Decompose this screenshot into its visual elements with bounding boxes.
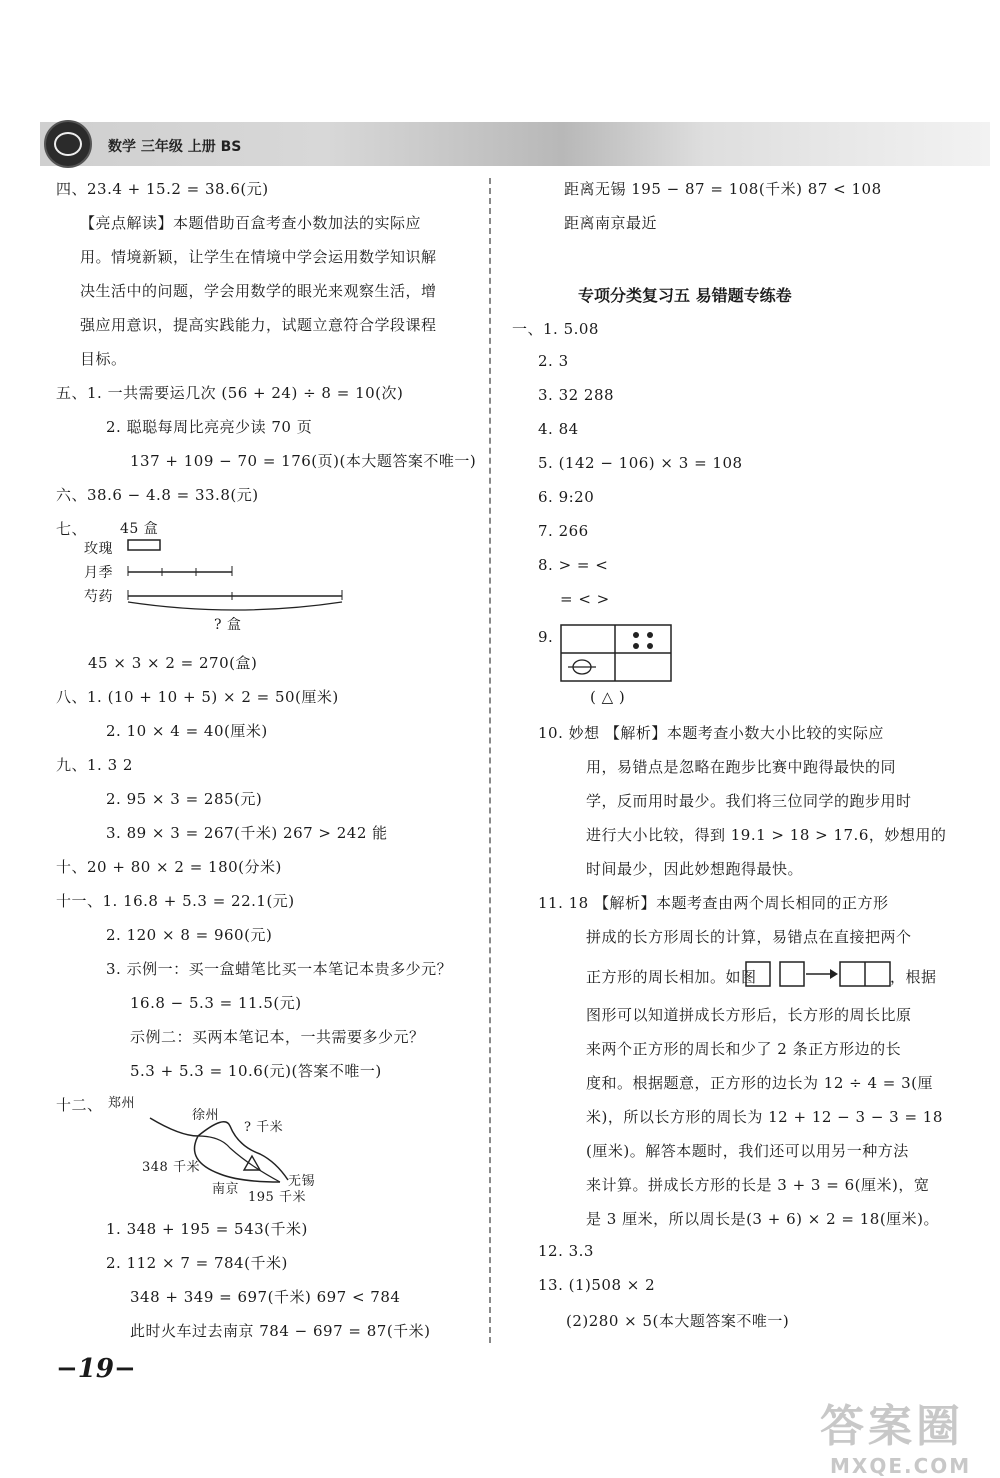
answer-5-2: 2. 聪聪每周比亮亮少读 70 页	[106, 418, 313, 436]
answer-5-2-calc: 137 + 109 − 70 = 176(页)(本大题答案不唯一)	[130, 452, 477, 470]
ex-11-line: 图形可以知道拼成长方形后，长方形的周长比原	[586, 1006, 912, 1024]
ex-1-8: 8. > = <	[538, 556, 609, 574]
page-number: −19−	[56, 1354, 136, 1384]
ex-10-line: 时间最少，因此妙想跑得最快。	[586, 860, 804, 878]
ex-11-line: 度和。根据题意，正方形的边长为 12 ÷ 4 = 3(厘	[586, 1074, 934, 1092]
ex-1-3: 3. 32 288	[538, 386, 615, 404]
answer-5-1: 五、1. 一共需要运几次 (56 + 24) ÷ 8 = 10(次)	[56, 384, 404, 402]
highlight-note-line: 目标。	[80, 350, 127, 368]
watermark-logo-text: 答案圈	[820, 1401, 964, 1452]
ex-11-line: 11. 18 【解析】本题考查由两个周长相同的正方形	[538, 894, 889, 912]
answer-9-1: 九、1. 3 2	[56, 756, 133, 774]
answer-11-3: 3. 示例一：买一盒蜡笔比买一本笔记本贵多少元？	[106, 960, 453, 978]
map-label-nanjing: 南京	[212, 1182, 240, 1197]
watermark	[820, 1390, 971, 1478]
ex-1-6: 6. 9:20	[538, 488, 595, 506]
answer-8-2: 2. 10 × 4 = 40(厘米)	[106, 722, 268, 740]
ex-11-line: 正方形的周长相加。如图	[586, 968, 757, 986]
ex-1-5: 5. (142 − 106) × 3 = 108	[538, 454, 743, 472]
diagram-peony-label: 芍药	[84, 589, 113, 605]
logo-emblem-icon	[54, 132, 82, 156]
answer-12-2-result: 此时火车过去南京 784 − 697 = 87(千米)	[130, 1322, 431, 1340]
map-label-unknown-distance: ? 千米	[244, 1120, 284, 1135]
dice-grid-figure	[560, 624, 672, 684]
answer-8-1: 八、1. (10 + 10 + 5) × 2 = 50(厘米)	[56, 688, 339, 706]
diagram-question-label: ? 盒	[214, 617, 242, 633]
map-label-wuxi: 无锡	[288, 1174, 316, 1189]
section-title: 专项分类复习五 易错题专练卷	[578, 286, 792, 305]
ex-11-line: 米)，所以长方形的周长为 12 + 12 − 3 − 3 = 18	[586, 1108, 943, 1126]
answer-7-calc: 45 × 3 × 2 = 270(盒)	[88, 654, 258, 672]
answer-12-label: 十二、	[56, 1096, 103, 1114]
diagram-rose-label: 玫瑰	[84, 541, 113, 557]
map-label-zhengzhou: 郑州	[108, 1096, 136, 1111]
ex-1-7: 7. 266	[538, 522, 589, 540]
answer-11-1: 十一、1. 16.8 + 5.3 = 22.1(元)	[56, 892, 295, 910]
ex-10-line: 10. 妙想 【解析】本题考查小数大小比较的实际应	[538, 724, 884, 742]
highlight-note-line: 强应用意识，提高实践能力，试题立意符合学段课程	[80, 316, 437, 334]
ex-11-line: 来计算。拼成长方形的长是 3 + 3 = 6(厘米)，宽	[586, 1176, 930, 1194]
answer-12-2: 2. 112 × 7 = 784(千米)	[106, 1254, 288, 1272]
header-title: 数学 三年级 上册 BS	[108, 139, 242, 155]
ex-1-4: 4. 84	[538, 420, 579, 438]
answer-11-3-example2: 示例二：买两本笔记本，一共需要多少元？	[130, 1028, 425, 1046]
ex-1-2: 2. 3	[538, 352, 569, 370]
map-label-348km: 348 千米	[142, 1160, 200, 1175]
column-divider	[489, 178, 491, 1343]
squares-to-rectangle-figure	[744, 958, 894, 992]
ex-11-line-end: ，根据	[890, 968, 937, 986]
map-label-xuzhou: 徐州	[192, 1108, 220, 1123]
ex-1-9: 9.	[538, 628, 554, 646]
answer-12-1: 1. 348 + 195 = 543(千米)	[106, 1220, 308, 1238]
closest-nanjing: 距离南京最近	[564, 214, 658, 232]
answer-12-2-calc: 348 + 349 = 697(千米) 697 < 784	[130, 1288, 401, 1306]
ex-1-9-answer: ( △ )	[590, 688, 626, 706]
answer-11-3-calc1: 16.8 − 5.3 = 11.5(元)	[130, 994, 302, 1012]
answer-11-2: 2. 120 × 8 = 960(元)	[106, 926, 273, 944]
answer-11-3-calc2: 5.3 + 5.3 = 10.6(元)(答案不唯一)	[130, 1062, 382, 1080]
answer-6: 六、38.6 − 4.8 = 33.8(元)	[56, 486, 259, 504]
map-label-195km: 195 千米	[248, 1190, 306, 1205]
highlight-note-line: 【亮点解读】本题借助百盒考查小数加法的实际应	[80, 214, 422, 232]
ex-1-8-row2: = < >	[560, 590, 610, 608]
highlight-note-line: 用。情境新颖，让学生在情境中学会运用数学知识解	[80, 248, 437, 266]
watermark-url: MXQE.COM	[830, 1454, 972, 1478]
ex-11-line: (厘米)。解答本题时，我们还可以用另一种方法	[586, 1142, 909, 1160]
ex-10-line: 进行大小比较，得到 19.1 > 18 > 17.6，妙想用的	[586, 826, 947, 844]
answer-7-label: 七、	[56, 520, 88, 538]
ex-13-2: (2)280 × 5(本大题答案不唯一)	[566, 1312, 790, 1330]
answer-4: 四、23.4 + 15.2 = 38.6(元)	[56, 180, 269, 198]
answer-9-3: 3. 89 × 3 = 267(千米) 267 > 242 能	[106, 824, 388, 842]
ex-13-1: 13. (1)508 × 2	[538, 1276, 656, 1294]
ex-11-line: 是 3 厘米，所以周长是(3 + 6) × 2 = 18(厘米)。	[586, 1210, 940, 1228]
publisher-logo	[44, 120, 92, 168]
ex-10-line: 学，反而用时最少。我们将三位同学的跑步用时	[586, 792, 912, 810]
ex-11-line: 拼成的长方形周长的计算，易错点在直接把两个	[586, 928, 912, 946]
answer-10: 十、20 + 80 × 2 = 180(分米)	[56, 858, 282, 876]
distance-wuxi: 距离无锡 195 − 87 = 108(千米) 87 < 108	[564, 180, 882, 198]
ex-11-line: 来两个正方形的周长和少了 2 条正方形边的长	[586, 1040, 902, 1058]
highlight-note-line: 决生活中的问题，学会用数学的眼光来观察生活，增	[80, 282, 437, 300]
diagram-moon-label: 月季	[84, 565, 113, 581]
ex-12: 12. 3.3	[538, 1242, 594, 1260]
diagram-top-label: 45 盒	[120, 521, 159, 537]
answer-9-2: 2. 95 × 3 = 285(元)	[106, 790, 263, 808]
ex-1-1: 一、1. 5.08	[512, 320, 599, 338]
ex-10-line: 用，易错点是忽略在跑步比赛中跑得最快的同	[586, 758, 897, 776]
